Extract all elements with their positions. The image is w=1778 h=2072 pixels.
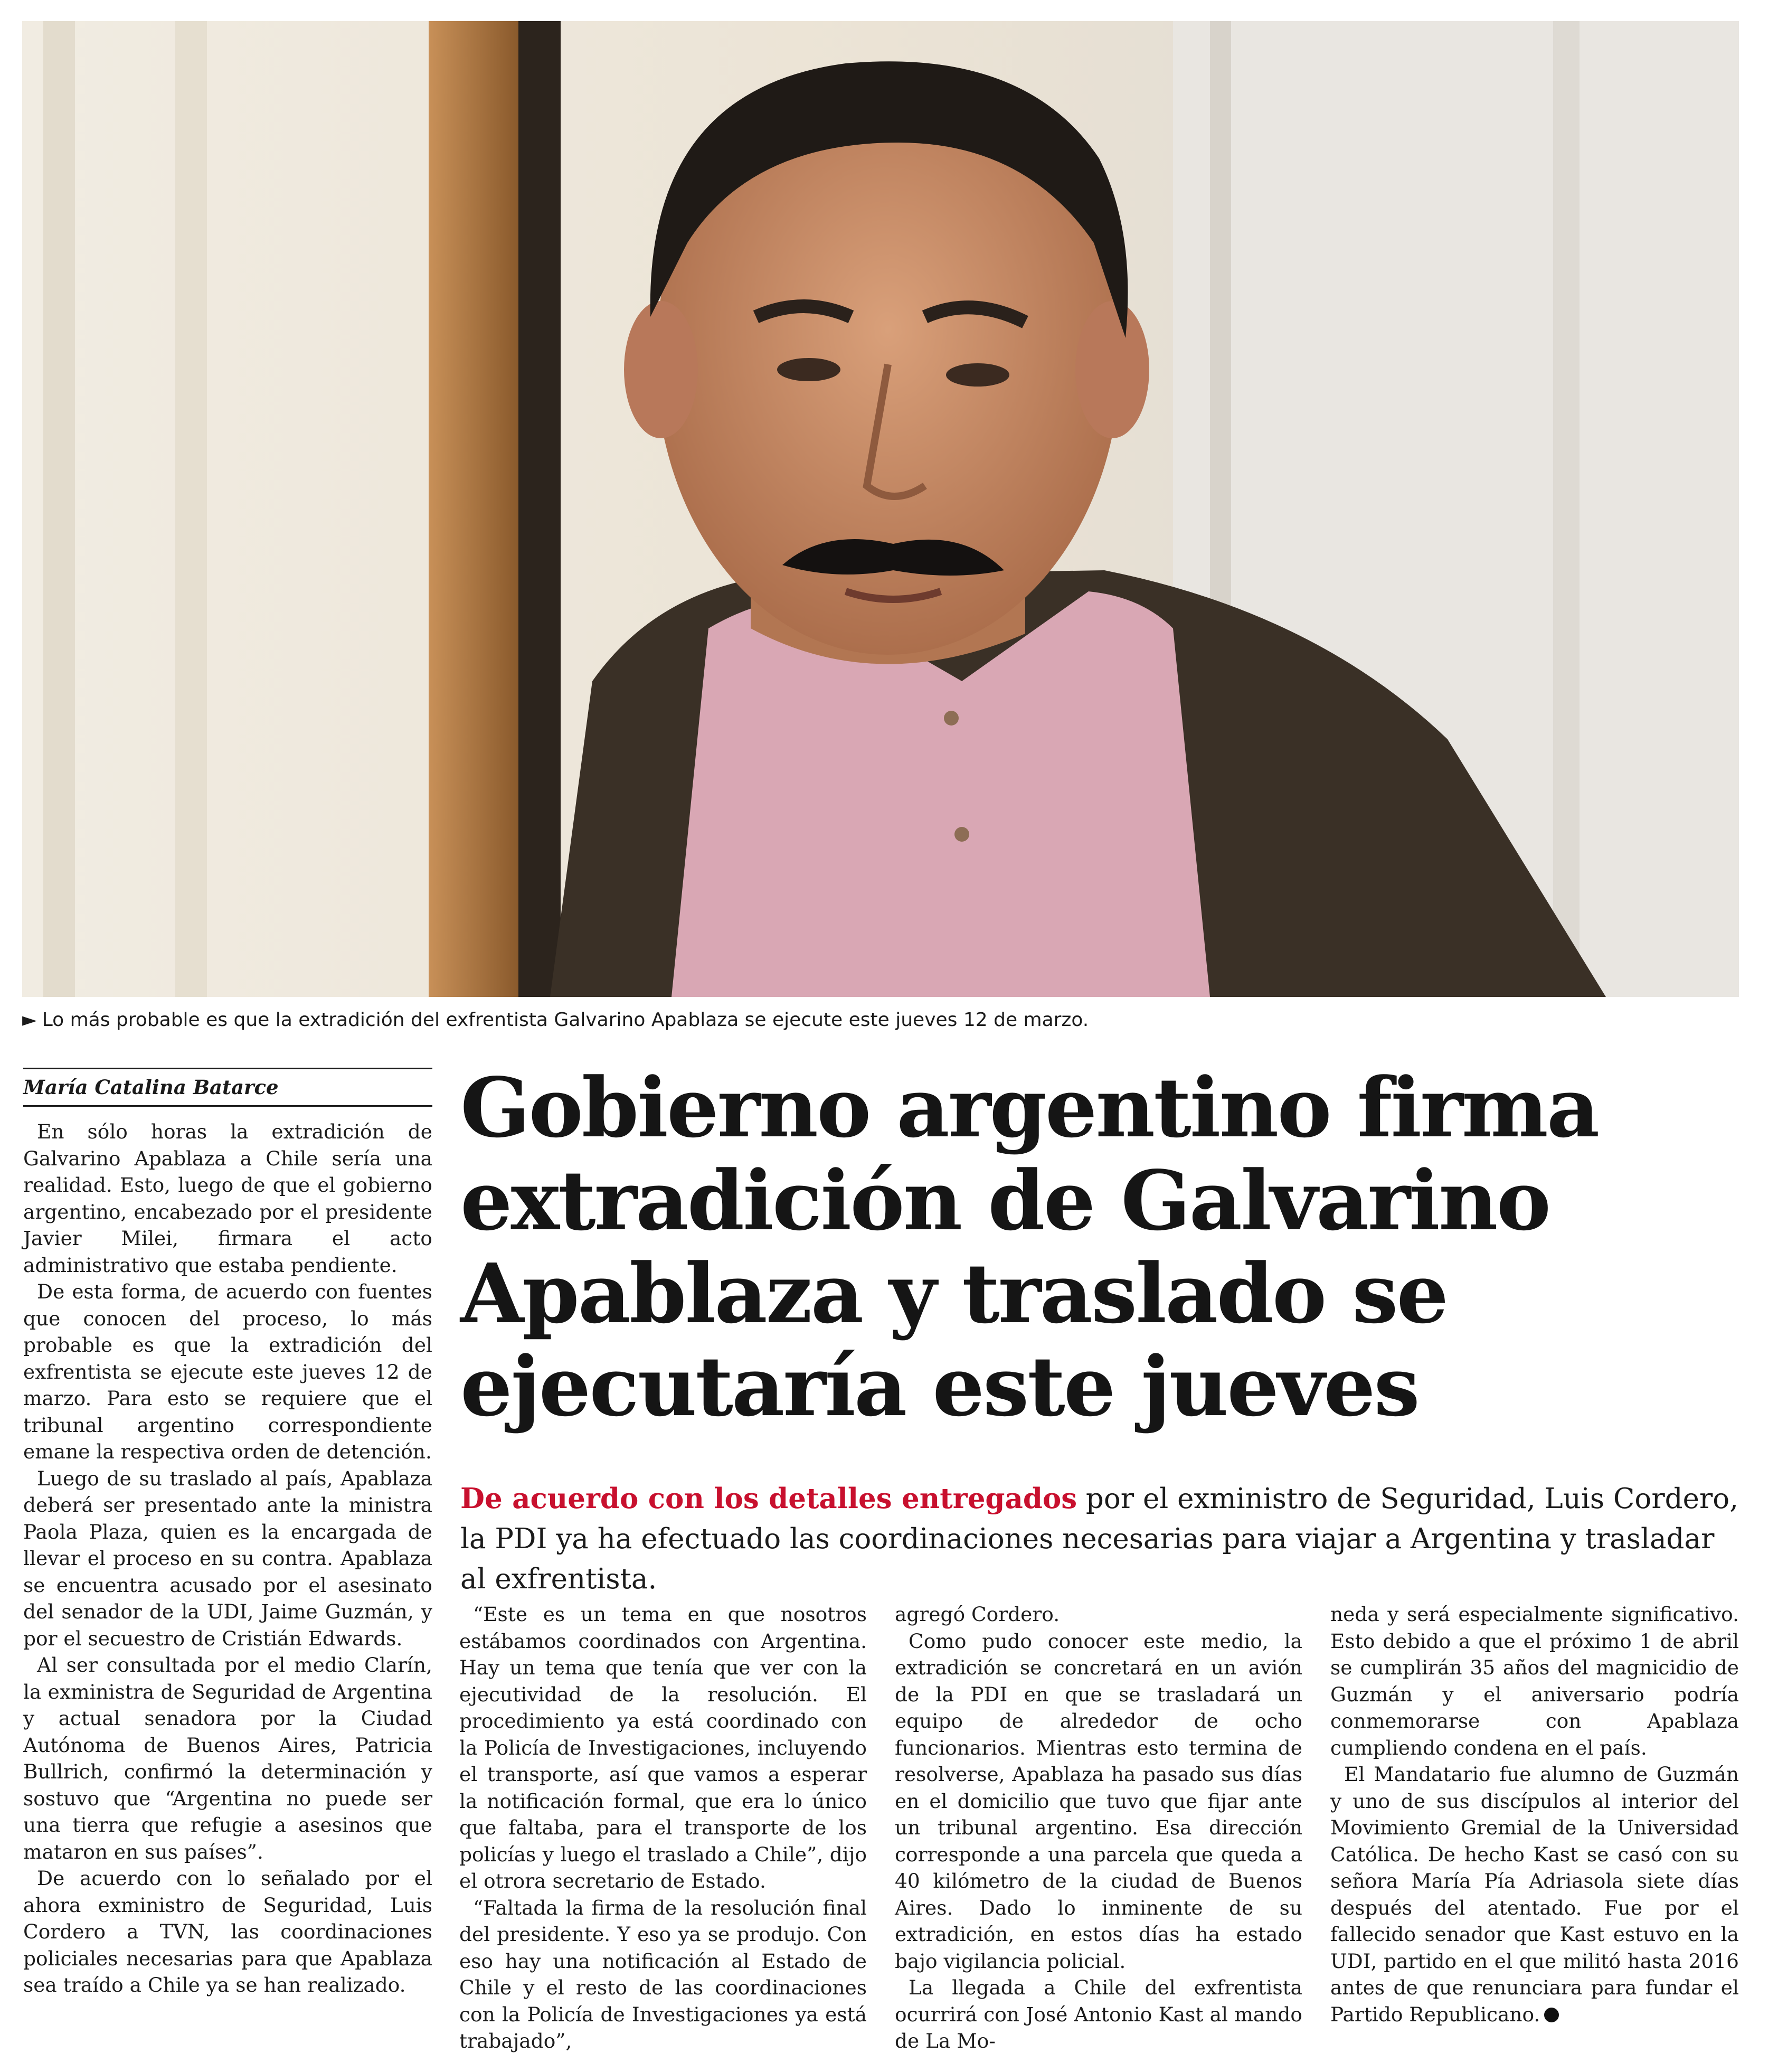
paragraph (1330, 1761, 1739, 2028)
headline (460, 1061, 1727, 1433)
article-dek (460, 1478, 1743, 1599)
portrait-photo-icon (22, 21, 1739, 997)
paragraph: Como pudo conocer este medio, la extradición se concretará en un avión de la PDI en que se trasladará un equipo de alrededor de ocho funcionarios. Mientras esto termina de resolverse, Apablaza ha pasado sus días en el domicilio que tuvo que fijar ante un tribunal argentino. Esa dirección corresponde a una parcela que queda a 40 kilómetro de la ciudad de Buenos Aires. Dado lo inminente de su extradición, en estos días ha estado bajo vigilancia policial. (895, 1629, 1302, 1973)
dek-rest: por el exministro de Seguridad, Luis Cordero, la PDI ya ha efectuado las coordinaciones necesarias para viajar a Argentina y trasladar al exfrentista. (460, 1483, 1739, 1595)
headline-line: extradición de Galvarino (460, 1152, 1550, 1249)
body-column-2 (459, 1601, 867, 2055)
paragraph: Luego de su traslado al país, Apablaza deberá ser presentado ante la ministra Paola Plaza, quien es la encargada de llevar el proceso en su contra. Apablaza se encuentra acusado por el asesinato del senador de la UDI, Jaime Guzmán, y por el secuestro de Cristián Edwards. (23, 1466, 432, 1650)
paragraph: neda y será especialmente significativo. Esto debido a que el próximo 1 de abril se cumplirán 35 años del magnicidio de Guzmán y el aniversario podría conmemorarse con Apablaza cumpliendo condena en el país. (1330, 1603, 1739, 1759)
paragraph: De acuerdo con lo señalado por el ahora exministro de Seguridad, Luis Cordero a TVN, las coordinaciones policiales necesarias para que Apablaza sea traído a Chile ya se han realizado. (23, 1867, 432, 1996)
photo-caption (22, 1006, 1739, 1034)
end-mark-icon (1544, 2008, 1559, 2022)
caption-text: Lo más probable es que la extradición del exfrentista Galvarino Apablaza se ejecute este jueves 12 de marzo. (42, 1009, 1089, 1031)
paragraph-text: El Mandatario fue alumno de Guzmán y uno de sus discípulos al interior del Movimiento Gremial de la Universidad Católica. De hecho Kast se casó con su señora María Pía Adriasola siete días después del atentado. Fue por el fallecido senador que Kast estuvo en la UDI, partido en el que militó hasta 2016 antes de que renunciara para fundar el Partido Republicano. (1330, 1763, 1739, 2026)
article-photo (22, 21, 1739, 997)
dek-lead: De acuerdo con los detalles entregados (460, 1482, 1077, 1515)
byline: María Catalina Batarce (23, 1068, 432, 1107)
body-column-3 (895, 1601, 1302, 2055)
paragraph: Al ser consultada por el medio Clarín, la exministra de Seguridad de Argentina y actual senadora por la Ciudad Autónoma de Buenos Aires, Patricia Bullrich, confirmó la determinación y sostuvo que “Argentina no puede ser una tierra que refugie a asesinos que mataron en sus países”. (23, 1653, 432, 1863)
headline-line: Gobierno argentino firma (460, 1059, 1599, 1156)
body-column-1 (23, 1118, 432, 1999)
headline-line: Apablaza y traslado se (460, 1245, 1448, 1342)
paragraph: “Este es un tema en que nosotros estábamos coordinados con Argentina. Hay un tema que tenía que ver con la ejecutividad de la resolución. El procedimiento ya está coordinado con la Policía de Investigaciones, incluyendo el transporte, así que vamos a esperar la notificación formal, que era lo único que faltaba, para el transporte de los policías y luego el traslado a Chile”, dijo el otrora secretario de Estado. (459, 1603, 867, 1892)
paragraph: En sólo horas la extradición de Galvarino Apablaza a Chile sería una realidad. Esto, luego de que el gobierno argentino, encabezado por el presidente Javier Milei, firmara el acto administrativo que estaba pendiente. (23, 1120, 432, 1277)
caption-arrow-icon: ► (22, 1009, 37, 1031)
paragraph: agregó Cordero. (895, 1603, 1060, 1626)
headline-line: ejecutaría este jueves (460, 1338, 1418, 1435)
body-column-4 (1330, 1601, 1739, 2028)
paragraph: “Faltada la firma de la resolución final del presidente. Y eso ya se produjo. Con eso hay una notificación al Estado de Chile y el resto de las coordinaciones con la Policía de Investigaciones ya está trabajado”, (459, 1896, 867, 2052)
paragraph: La llegada a Chile del exfrentista ocurrirá con José Antonio Kast al mando de La Mo- (895, 1976, 1302, 2052)
paragraph: De esta forma, de acuerdo con fuentes que conocen del proceso, lo más probable es que la extradición del exfrentista se ejecute este jueves 12 de marzo. Para esto se requiere que el tribunal argentino correspondiente emane la respectiva orden de detención. (23, 1280, 432, 1463)
